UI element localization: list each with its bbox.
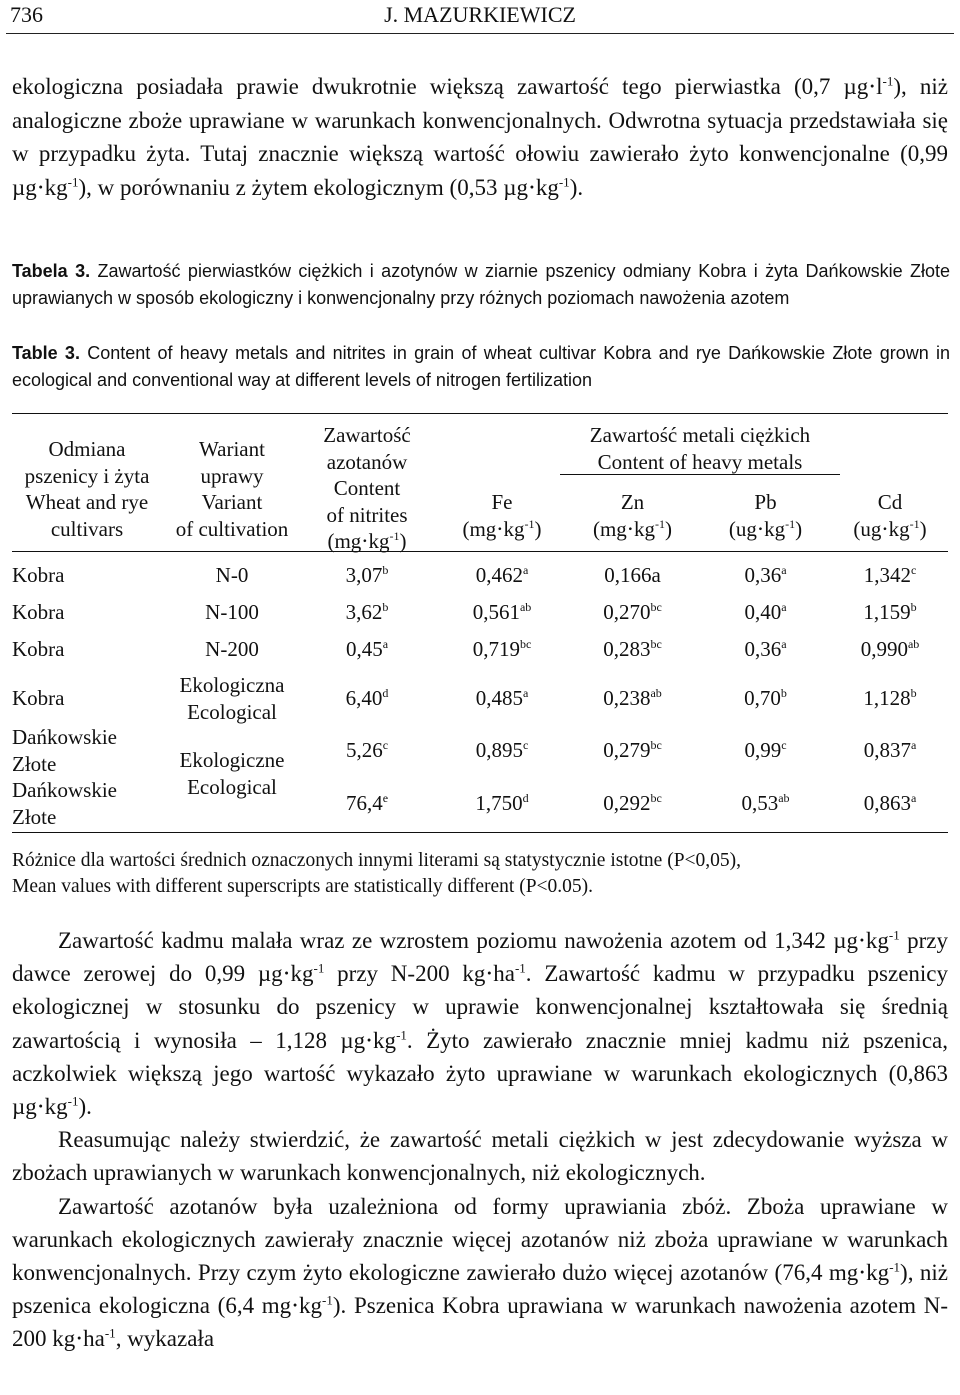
cell-zn: 0,238$^{ab}$ [603, 686, 662, 710]
table-caption-en [12, 340, 950, 393]
caption-label-pl: Tabela 3. [12, 261, 91, 281]
cell-fe: 0,462$^a$ [475, 563, 529, 587]
heavy-metals-underline [560, 474, 840, 475]
running-title: J. MAZURKIEWICZ [384, 2, 576, 27]
cell-variant: N-0 [215, 563, 249, 587]
cell-variant: N-100 [205, 600, 259, 624]
caption-label-en: Table 3. [12, 343, 80, 363]
cell-zn: 0,279$^{bc}$ [603, 738, 662, 762]
header-variant: Wariant uprawy Variant of cultivation [175, 437, 289, 541]
cell-zn: 0,270$^{bc}$ [603, 600, 662, 624]
cell-variant: N-200 [205, 637, 259, 661]
cell-fe: 0,485$^a$ [475, 686, 529, 710]
cell-variety: Kobra [12, 600, 65, 624]
caption-text-pl: Zawartość pierwiastków ciężkich i azotynów w ziarnie pszenicy odmiany Kobra i żyta Dańkowskie Złote uprawianych w sposób ekologiczny i konwencjonalny przy różnych poziomach nawożenia azotem [12, 261, 951, 308]
data-table [0, 414, 960, 834]
cell-pb: 0,99$^c$ [744, 738, 787, 762]
cell-cd: 1,342$^c$ [863, 563, 917, 587]
caption-text-en: Content of heavy metals and nitrites in grain of wheat cultivar Kobra and rye Dańkowskie Złote grown in ecological and conventional way at different levels of nitrogen fertilization [12, 343, 950, 390]
cell-zn: 0,283$^{bc}$ [603, 637, 662, 661]
cell-pb: 0,70$^b$ [744, 686, 787, 710]
cell-pb: 0,36$^a$ [744, 637, 787, 661]
cell-variety: Kobra [12, 686, 65, 710]
cell-pb: 0,36$^a$ [744, 563, 787, 587]
cell-cd: 1,159$^b$ [863, 600, 917, 624]
cell-variety: Kobra [12, 563, 65, 587]
header-nitrites: Zawartość azotanów Content of nitrites $(mg\cdot kg^{-1})$ [323, 423, 411, 553]
cell-fe: 0,561$^{ab}$ [472, 600, 532, 624]
cell-nitrites: 3,07$^b$ [345, 563, 389, 587]
cell-variety: Kobra [12, 637, 65, 661]
cell-nitrites: 0,45$^a$ [345, 637, 389, 661]
header-pb: Pb $(ug\cdot kg^{-1})$ [728, 490, 803, 541]
page-number: 736 [10, 2, 43, 27]
body-paragraph-3: Zawartość azotanów była uzależniona od formy uprawiania zbóż. Zboża uprawiane w warunkach ekologicznych zawierały znacznie więcej azotanów niż zboża uprawiane w warunkach konwencjonalnych. Przy czym żyto ekologiczne zawierało dużo więcej azotanów (76,4 $mg\cdot kg^{-1}$), niż pszenica ekologiczna (6,4 $mg\cdot kg^{-1}$). Pszenica Kobra uprawiana w warunkach nawożenia azotem N-200 $kg\cdot ha^{-1}$, wykazała [12, 1193, 949, 1352]
cell-cd: 0,863$^a$ [863, 791, 917, 815]
rye-variant-cell: Ekologiczne Ecological [179, 748, 285, 799]
cell-nitrites: 76,4e [345, 791, 389, 815]
running-header [0, 0, 960, 34]
body-paragraph-1: Zawartość kadmu malała wraz ze wzrostem poziomu nawożenia azotem od 1,342 $\mu g\cdot kg^{-1}$ przy dawce zerowej do 0,99 $\mu g\cdot kg^{-1}$ przy N-200 $kg\cdot ha^{-1}$. Zawartość kadmu w przypadku pszenicy ekologicznej w stosunku do pszenicy w uprawie konwencjonalnej kształtowała się średnią zawartością i wynosiła – 1,128 $\mu g\cdot kg^{-1}$. Żyto zawierało znacznie mniej kadmu niż pszenica, aczkolwiek większą jego wartość wykazało żyto uprawiane w warunkach ekologicznych (0,863 $\mu g\cdot kg^{-1}$). [12, 927, 948, 1120]
cell-zn: 0,166a [604, 563, 661, 587]
header-rule [6, 33, 954, 34]
header-zn: Zn $(mg\cdot kg^{-1})$ [592, 490, 672, 541]
cell-fe: 1,750$^d$ [475, 791, 529, 815]
intro-paragraph: ekologiczna posiadała prawie dwukrotnie większą zawartość tego pierwiastka (0,7 $\mu g\cdot l^{-1}$), niż analogiczne zboże uprawiane w warunkach konwencjonalnych. Odwrotna sytuacja przedstawiała się w przypadku żyta. Tutaj znacznie większą wartość ołowiu zawierało żyto konwencjonalne (0,99 $\mu g\cdot kg^{-1}$), w porównaniu z żytem ekologicznym (0,53 $\mu g\cdot kg^{-1}$). [12, 73, 948, 200]
cell-variety: Dańkowskie Złote [12, 778, 117, 829]
header-variety: Odmiana pszenicy i żyta Wheat and rye cultivars [24, 437, 150, 541]
table-caption-pl [12, 258, 950, 311]
header-bottom-rule [12, 551, 948, 552]
body-text [12, 924, 948, 1356]
cell-fe: 0,719$^{bc}$ [472, 637, 532, 661]
table-bottom-rule [12, 832, 948, 833]
header-heavy-metals: Zawartość metali ciężkich Content of heavy metals [589, 423, 811, 474]
body-paragraph-2: Reasumując należy stwierdzić, że zawartość metali ciężkich w jest zdecydowanie wyższa w zbożach uprawianych w warunkach konwencjonalnych, niż ekologicznych. [12, 1127, 948, 1186]
cell-fe: 0,895$^c$ [475, 738, 529, 762]
significance-note-en: Mean values with different superscripts are statistically different (P<0.05). [12, 876, 594, 897]
cell-zn: 0,292$^{bc}$ [603, 791, 662, 815]
cell-variety: Dańkowskie Złote [12, 725, 117, 776]
cell-cd: 0,837$^a$ [863, 738, 917, 762]
significance-note-pl: Różnice dla wartości średnich oznaczonych innymi literami są statystycznie istotne (P<0,05), [12, 850, 742, 871]
cell-pb: 0,40$^a$ [744, 600, 787, 624]
cell-nitrites: 5,26$^c$ [345, 738, 389, 762]
cell-nitrites: 6,40$^d$ [345, 686, 389, 710]
cell-cd: 0,990$^{ab}$ [860, 637, 920, 661]
header-fe: Fe $(mg\cdot kg^{-1})$ [462, 490, 542, 541]
header-cd: Cd $(ug\cdot kg^{-1})$ [853, 490, 927, 541]
cell-cd: 1,128$^b$ [863, 686, 917, 710]
cell-variant: Ekologiczna Ecological [179, 673, 285, 724]
cell-nitrites: 3,62$^b$ [345, 600, 389, 624]
cell-pb: 0,53$^{ab}$ [741, 791, 790, 815]
